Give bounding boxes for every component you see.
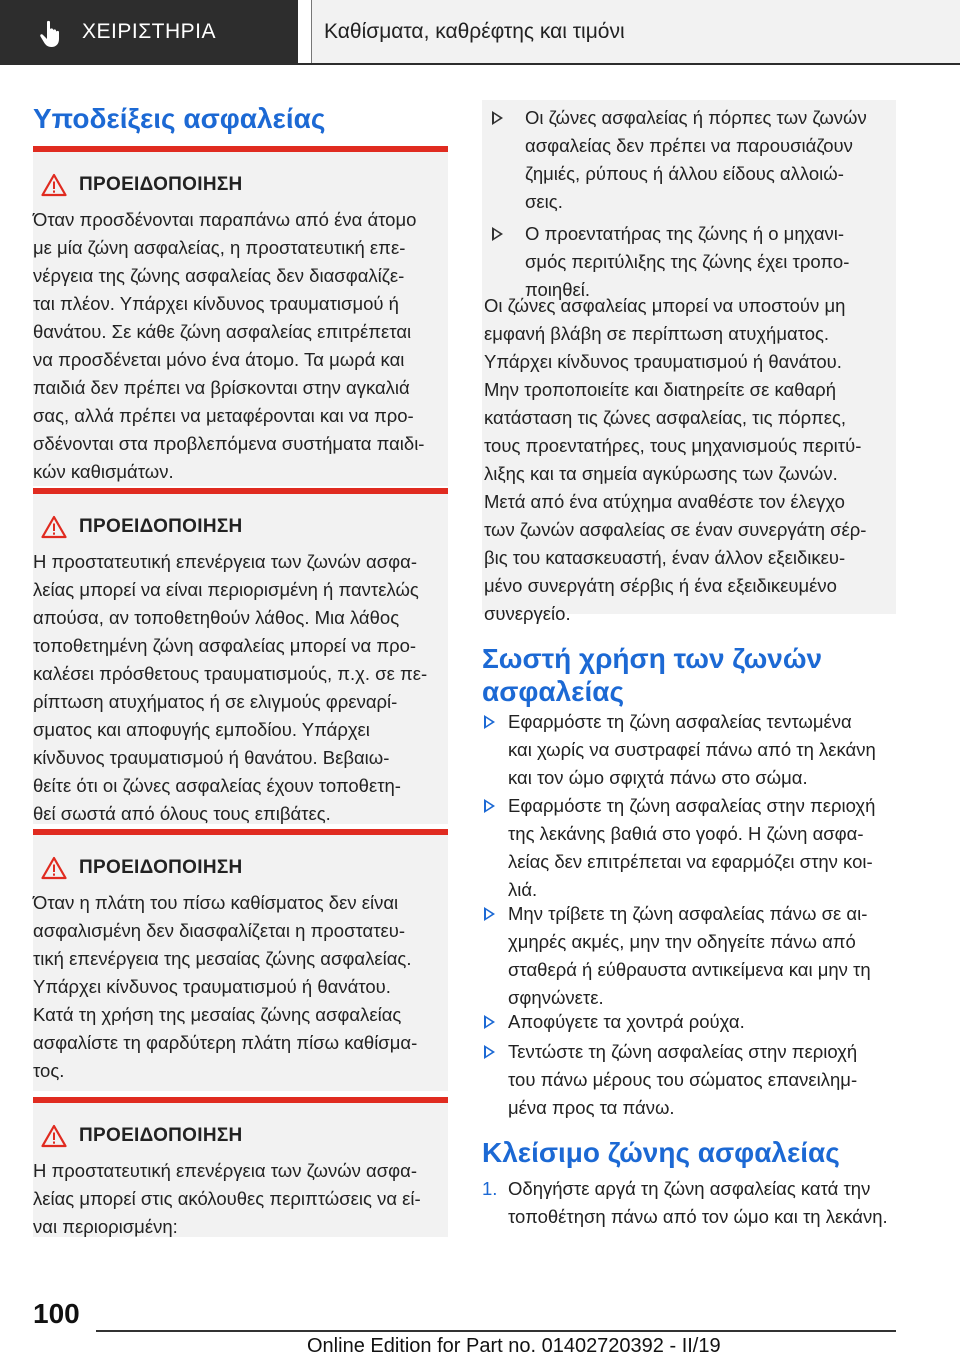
warning-triangle-icon xyxy=(41,1124,67,1148)
warning-text: Όταν προσδένονται παραπάνω από ένα άτομο με μία ζώνη ασφαλείας, η προστατευτική επε- νέργεια της ζώνης ασφαλείας δεν διασφαλίζε- ται πλέον. Υπάρχει κίνδυνος τραυματισμού ή θανάτου. Σε κάθε ζώνη ασφαλείας επιτρέπεται να προσδένεται μόνο ένα άτομο. Τα μωρά και παιδιά δεν πρέπει να βρίσκονται στην αγκαλιά σας, αλλά πρέπει να μεταφέρονται και να προ- σδένονται στα προβλεπόμενα συστήματα παιδι- κών καθισμάτων. xyxy=(33,209,425,482)
buckle-heading: Κλείσιμο ζώνης ασφαλείας xyxy=(482,1137,840,1168)
chapter-tab xyxy=(311,0,960,64)
warning-triangle-icon xyxy=(41,515,67,539)
warning-title: ΠΡΟΕΙΔΟΠΟΙΗΣΗ xyxy=(79,516,243,537)
list-item: Οι ζώνες ασφαλείας ή πόρπες των ζωνών ασφαλείας δεν πρέπει να παρουσιάζουν ζημιές, ρύπους ή άλλου είδους αλλοιώ- σεις. xyxy=(492,104,880,216)
hand-pointer-icon xyxy=(36,18,68,50)
safety-notes-heading: Υποδείξεις ασφαλείας xyxy=(33,103,326,134)
list-item: Ο προεντατήρας της ζώνης ή ο μηχανι- σμός περιτύλιξης της ζώνης έχει τροπο- ποιηθεί. xyxy=(492,220,880,304)
chapter-label: Καθίσματα, καθρέφτης και τιμόνι xyxy=(324,20,625,43)
section-tab[interactable] xyxy=(0,0,298,64)
warning-continuation-box xyxy=(482,100,896,624)
bullet-arrow-icon xyxy=(484,1045,495,1059)
bullet-arrow-icon xyxy=(484,715,495,729)
list-item: Μην τρίβετε τη ζώνη ασφαλείας πάνω σε αι- χμηρές ακμές, μην την οδηγείτε πάνω από σταθερά ή εύθραυστα αντικείμενα και μην τη σφηνώνετε. xyxy=(482,900,896,1012)
list-item: Αποφύγετε τα χοντρά ρούχα. xyxy=(482,1008,896,1036)
list-item: Τεντώστε τη ζώνη ασφαλείας στην περιοχή του πάνω μέρους του σώματος επανειλημ- μένα προς τα πάνω. xyxy=(482,1038,896,1122)
warning-box-1 xyxy=(33,146,448,486)
footer-divider xyxy=(96,1330,896,1332)
warning-text: Η προστατευτική επενέργεια των ζωνών ασφα- λείας μπορεί στις ακόλουθες περιπτώσεις να εί- ναι περιορισμένη: xyxy=(33,1160,421,1237)
warning-title: ΠΡΟΕΙΔΟΠΟΙΗΣΗ xyxy=(79,857,243,878)
section-label: ΧΕΙΡΙΣΤΗΡΙΑ xyxy=(82,20,217,43)
warning-title: ΠΡΟΕΙΔΟΠΟΙΗΣΗ xyxy=(79,1125,243,1146)
warning-text: Η προστατευτική επενέργεια των ζωνών ασφα- λείας μπορεί να είναι περιορισμένη ή παντελώς απούσα, αν τοποθετηθούν λάθος. Μια λάθος τοποθετημένη ζώνη ασφαλείας μπορεί να προ- καλέσει πρόσθετους τραυματισμούς, π.χ. σε πε- ρίπτωση ατυχήματος ή σε ελιγμούς φρεναρί- σματος και αποφυγής εμποδίου. Υπάρχει κίνδυνος τραυματισμού ή θανάτου. Βεβαιω- θείτε ότι οι ζώνες ασφαλείας έχουν τοποθετη- θεί σωστά από όλους τους επιβάτες. xyxy=(33,551,428,824)
warning-box-2 xyxy=(33,488,448,824)
list-item: Εφαρμόστε τη ζώνη ασφαλείας τεντωμένα και χωρίς να συστραφεί πάνω από τη λεκάνη και τον ώμο σφιχτά πάνω στο σώμα. xyxy=(482,708,896,792)
list-item: Εφαρμόστε τη ζώνη ασφαλείας στην περιοχή της λεκάνης βαθιά στο γοφό. Η ζώνη ασφα- λείας δεν επιτρέπεται να εφαρμόζει στην κοι- λιά. xyxy=(482,792,896,904)
header-divider xyxy=(0,63,960,65)
left-heading xyxy=(33,102,448,135)
bullet-arrow-icon xyxy=(484,907,495,921)
edition-text: Online Edition for Part no. 01402720392 - II/19 xyxy=(307,1335,721,1357)
page-number: 100 xyxy=(33,1298,80,1329)
bullet-arrow-icon xyxy=(484,799,495,813)
step-number: 1. xyxy=(482,1178,498,1199)
list-item: 1. Οδηγήστε αργά τη ζώνη ασφαλείας κατά την τοποθέτηση πάνω από τον ώμο και τη λεκάνη. xyxy=(482,1175,896,1231)
warning-box-4 xyxy=(33,1097,448,1237)
usage-heading: Σωστή χρήση των ζωνών ασφαλείας xyxy=(482,643,823,707)
bullet-arrow-icon xyxy=(484,1015,495,1029)
warning-text: Όταν η πλάτη του πίσω καθίσματος δεν είναι ασφαλισμένη δεν διασφαλίζεται η προστατευ- τική επενέργεια της μεσαίας ζώνης ασφαλείας. Υπάρχει κίνδυνος τραυματισμού ή θανάτου. Κατά τη χρήση της μεσαίας ζώνης ασφαλείας ασφαλίστε τη φαρδύτερη πλάτη πίσω καθίσμα- τος. xyxy=(33,892,418,1081)
box-paragraph: Οι ζώνες ασφαλείας μπορεί να υποστούν μη εμφανή βλάβη σε περίπτωση ατυχήματος. Υπάρχει κίνδυνος τραυματισμού ή θανάτου. Μην τροποποιείτε και διατηρείτε σε καθαρή κατάσταση τις ζώνες ασφαλείας, τις πόρπες, τους προεντατήρες, τους μηχανισμούς περιτύ- λιξης και τα σημεία αγκύρωσης των ζωνών. Μετά από ένα ατύχημα αναθέστε τον έλεγχο των ζωνών ασφαλείας σε έναν συνεργάτη σέρ- βις του κατασκευαστή, έναν άλλον εξειδικευ- μένο συνεργάτη σέρβις ή ένα εξειδικευμένο συνεργείο. xyxy=(484,295,867,624)
warning-title: ΠΡΟΕΙΔΟΠΟΙΗΣΗ xyxy=(79,174,243,195)
warning-triangle-icon xyxy=(41,856,67,880)
bullet-arrow-icon xyxy=(492,227,503,241)
page-header xyxy=(0,0,960,64)
bullet-arrow-icon xyxy=(492,111,503,125)
warning-box-3 xyxy=(33,829,448,1091)
warning-triangle-icon xyxy=(41,173,67,197)
